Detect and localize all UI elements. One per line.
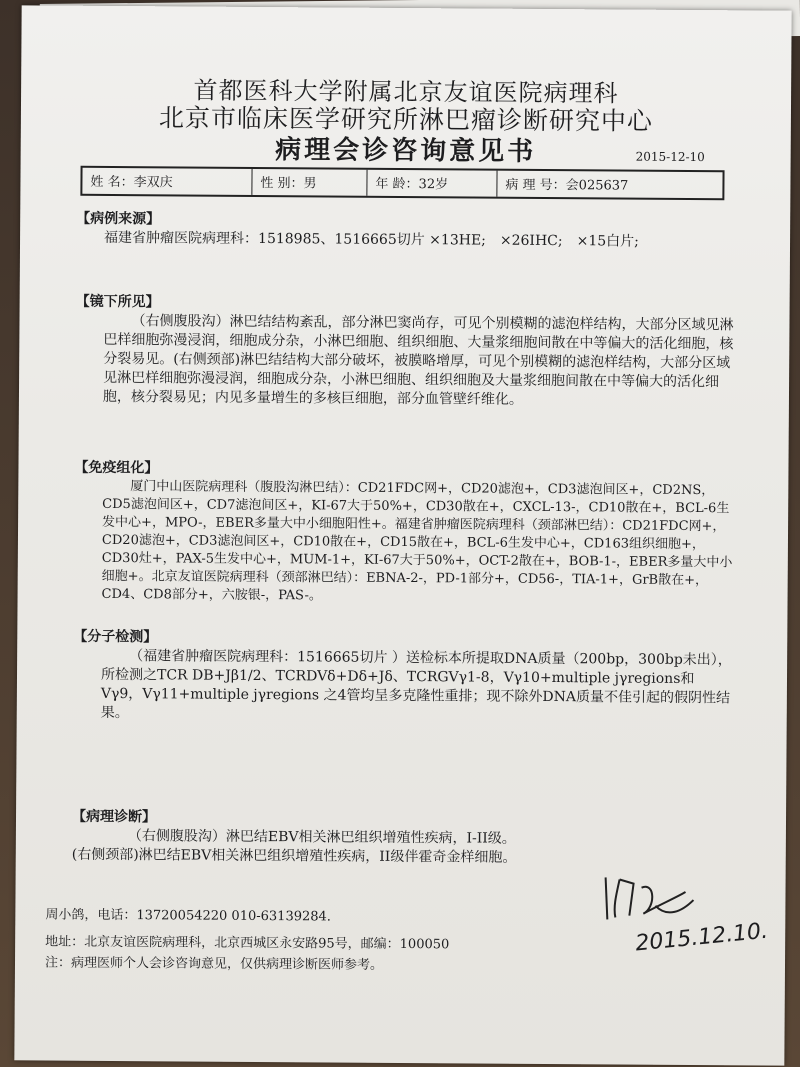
- ihc-section: [74, 459, 735, 609]
- hospital-name: 首都医科大学附属北京友谊医院病理科: [193, 76, 619, 108]
- patient-info-table: [80, 166, 724, 200]
- molecular-section: [73, 628, 734, 728]
- microscopy-section: [75, 293, 736, 412]
- report-date: 2015-12-10: [635, 149, 705, 165]
- handwritten-signature: [585, 867, 705, 928]
- section-body: 福建省肿瘤医院病理科：1518985、1516665切片 ×13HE; ×26IHC; ×15白片;: [104, 229, 639, 250]
- section-title: 【病理诊断】: [71, 808, 157, 826]
- note-line: 注：病理医师个人会诊咨询意见，仅供病理诊断医师参考。: [44, 955, 384, 973]
- document-page: [14, 5, 791, 1065]
- section-title: 【免疫组化】: [74, 459, 159, 477]
- section-title: 【镜下所见】: [75, 293, 160, 311]
- footer: [45, 904, 450, 974]
- diagnosis-line-1: （右侧腹股沟）淋巴结EBV相关淋巴组织增殖性疾病，I-II级。: [127, 828, 516, 847]
- section-body: （福建省肿瘤医院病理科：1516665切片 ）送检标本所提取DNA质量（200bp，300bp未出），所检测之TCR DB+Jβ1/2、TCRDVδ+Dδ+Jδ、TCRGVγ1-8，Vγ10+multiple jγregions和Vγ9，Vγ11+multiple jγregions 之4管均呈多克隆性重排；现不除外DNA质量不佳引起的假阴性结果。: [100, 648, 732, 722]
- section-title: 【病例来源】: [76, 210, 161, 228]
- diagnosis-section: [72, 808, 732, 870]
- document-title: 病理会诊咨询意见书: [275, 135, 537, 167]
- patient-age: 年 龄：32岁: [367, 170, 497, 197]
- address-line: 地址：北京友谊医院病理科，北京西城区永安路95号，邮编：100050: [45, 934, 450, 953]
- case-source-section: [76, 210, 736, 253]
- center-name: 北京市临床医学研究所淋巴瘤诊断研究中心: [158, 103, 653, 136]
- section-title: 【分子检测】: [73, 628, 158, 646]
- diagnosis-line-2: (右侧颈部)淋巴结EBV相关淋巴组织增殖性疾病，II级伴霍奇金样细胞。: [71, 846, 517, 866]
- patient-sex: 性 别：男: [252, 169, 367, 196]
- section-body: 厦门中山医院病理科（腹股沟淋巴结）：CD21FDC网+，CD20滤泡+，CD3滤泡间区+，CD2NS，CD5滤泡间区+，CD7滤泡间区+，KI-67大于50%+，CD30散在+，CXCL-13-，CD10散在+，BCL-6生发中心+，MPO-，EBER多量大中小细胞阳性+。福建省肿瘤医院病理科（颈部淋巴结）：CD21FDC网+，CD20滤泡+，CD3滤泡间区+，CD10散在+，CD15散在+，BCL-6生发中心+，CD163组织细胞+，CD30灶+，PAX-5生发中心+，MUM-1+，KI-67大于50%+，OCT-2散在+，BOB-1-，EBER多量大中小细胞+。北京友谊医院病理科（颈部淋巴结）：EBNA-2-，PD-1部分+，CD56-，TIA-1+，GrB散在+，CD4、CD8部分+，六胺银-，PAS-。: [101, 479, 733, 604]
- patient-name: 姓 名：李双庆: [82, 168, 252, 195]
- pathology-number: 病 理 号：会025637: [505, 177, 629, 194]
- section-body: （右侧腹股沟）淋巴结结构紊乱，部分淋巴窦尚存，可见个别模糊的滤泡样结构，大部分区域见淋巴样细胞弥漫浸润，细胞成分杂，小淋巴细胞、组织细胞、大量浆细胞间散在中等偏大的活化细胞，核分裂易见。(右侧颈部)淋巴结结构大部分破坏，被膜略增厚，可见个别模糊的滤泡样结构，大部分区域见淋巴样细胞弥漫浸润，细胞成分杂，小淋巴细胞、组织细胞及大量浆细胞间散在中等偏大的活化细胞，核分裂易见；内见多量增生的多核巨细胞，部分血管壁纤维化。: [102, 313, 734, 408]
- contact-line: 周小鸽，电话：13720054220 010-63139284.: [45, 907, 332, 925]
- handwritten-date: 2015.12.10.: [634, 918, 770, 957]
